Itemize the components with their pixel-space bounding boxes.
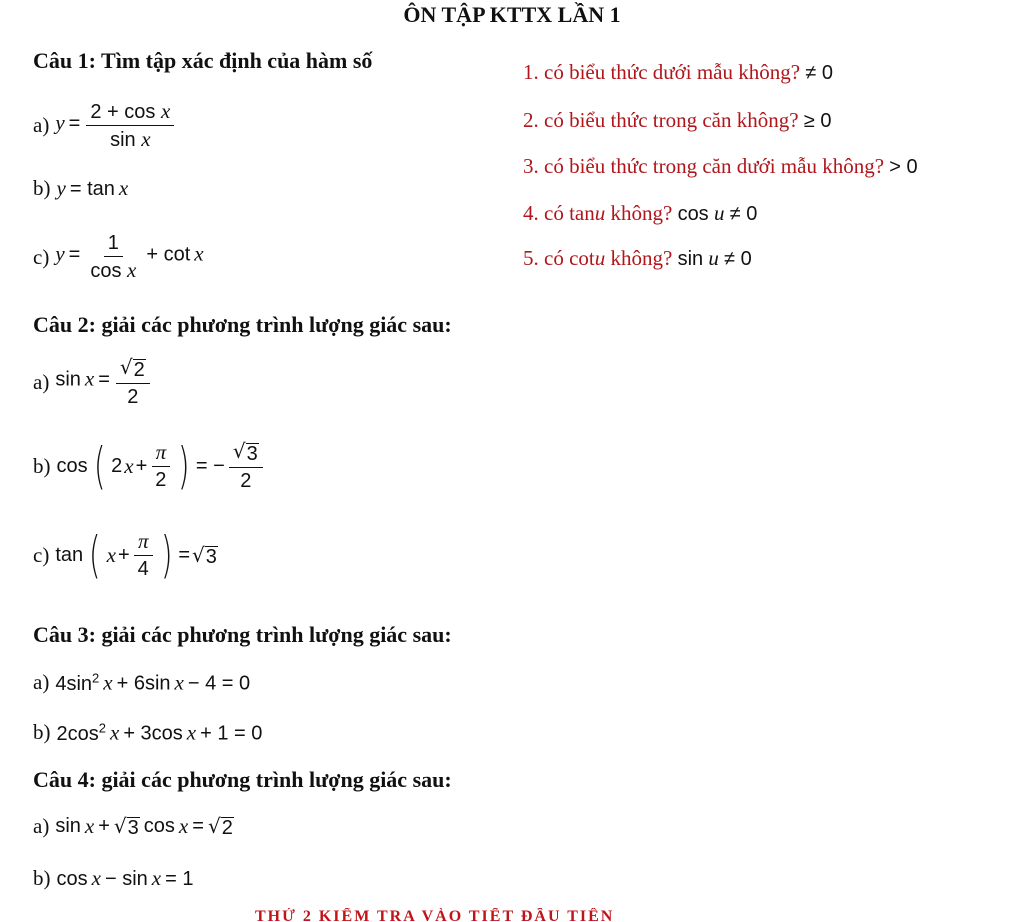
cau4-item-b (33, 866, 193, 891)
cau4a-formula: sin x + √ 3 cos x = √ 2 (55, 814, 233, 839)
footer-note: THỨ 2 KIỂM TRA VÀO TIẾT ĐẦU TIÊN (255, 908, 615, 922)
cau2c-formula: tan ( x + $\frac{\pi}{4}$ ) = √ 3 (55, 526, 217, 585)
cau3-item-a (33, 670, 250, 696)
cau1-label-b: b) (33, 176, 51, 200)
page-title: ÔN TẬP KTTX LẦN 1 (403, 2, 621, 27)
cau2-item-b (33, 437, 265, 495)
cau2-heading: Câu 2: giải các phương trình lượng giác sau: (33, 312, 452, 337)
cau2a-formula: sin x = √ 2 2 (55, 356, 151, 408)
cau3a-formula: $4\sin^2$ x + 6sin x − 4 = 0 (55, 670, 251, 695)
tip-2: 2. có biểu thức trong căn không? ≥ 0 (523, 108, 832, 132)
cau2-item-c (33, 526, 218, 585)
cau2-label-b: b) (33, 453, 51, 478)
cau3-label-b: b) (33, 720, 51, 745)
cau2b-formula: cos ( 2 x + $\frac{\pi}{2}$ ) = − √ 3 2 (57, 440, 265, 492)
cau1-item-c (33, 232, 204, 282)
cau1-heading: Câu 1: Tìm tập xác định của hàm số (33, 48, 373, 73)
cau2-item-a (33, 356, 152, 408)
tip-4: 4. có tanu không? cos u ≠ 0 (523, 201, 758, 225)
cau1b-formula: y = tan x (56, 176, 129, 200)
cau3-heading: Câu 3: giải các phương trình lượng giác sau: (33, 622, 452, 647)
tip-3: 3. có biểu thức trong căn dưới mẫu không? > 0 (523, 154, 918, 178)
cau4b-formula: cos x − sin x = 1 (56, 866, 194, 890)
cau4-heading: Câu 4: giải các phương trình lượng giác sau: (33, 767, 452, 792)
cau2-label-a: a) (33, 369, 50, 394)
cau1-label-c: c) (33, 244, 50, 269)
cau3-item-b (33, 720, 262, 746)
tip-1: 1. có biểu thức dưới mẫu không? ≠ 0 (523, 60, 833, 84)
cau2-label-c: c) (33, 542, 50, 567)
cau1a-formula: y = $\frac{\text{2 + cos x}}{\text{sin x}}$ (55, 100, 176, 151)
cau4-label-b: b) (33, 866, 51, 890)
cau4-label-a: a) (33, 814, 50, 838)
cau1-item-b (33, 176, 128, 201)
cau1-item-a (33, 100, 176, 151)
cau4-item-a (33, 814, 234, 839)
cau1c-formula: y = $\frac{1}{\text{cos x}}$ + cot x (55, 232, 204, 282)
cau3-label-a: a) (33, 670, 50, 695)
cau1-label-a: a) (33, 113, 50, 138)
tip-5: 5. có cotu không? sin u ≠ 0 (523, 246, 752, 270)
cau3b-formula: $2\cos^2$ x + 3cos x + 1 = 0 (56, 720, 263, 745)
